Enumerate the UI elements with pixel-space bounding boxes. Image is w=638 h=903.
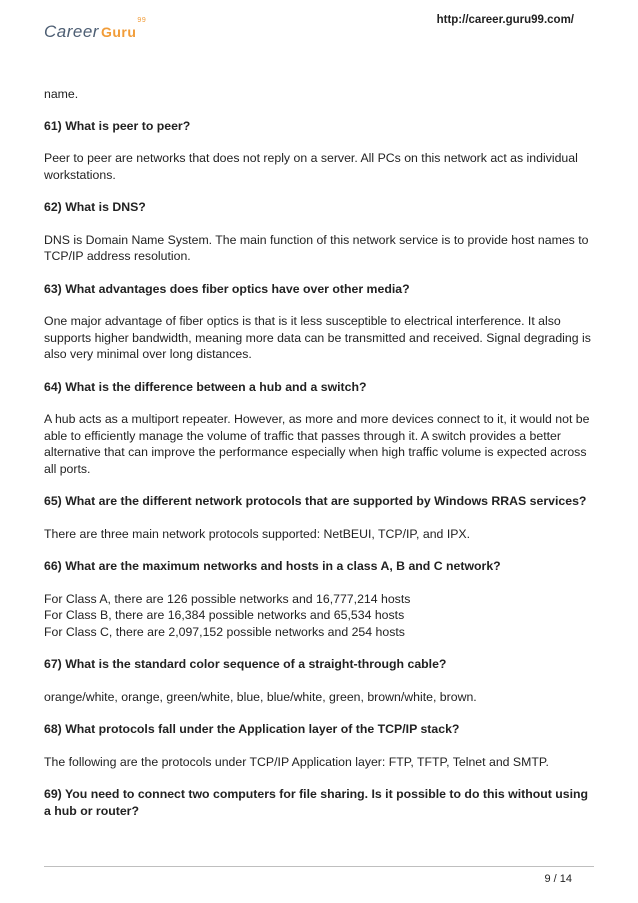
question-heading: 66) What are the maximum networks and hosts in a class A, B and C network? [44,559,501,573]
answer-text: Peer to peer are networks that does not reply on a server. All PCs on this network act as individual workstations. [44,151,578,182]
answer-text: orange/white, orange, green/white, blue, blue/white, green, brown/white, brown. [44,689,477,704]
qa-item [44,493,592,542]
question-heading: 68) What protocols fall under the Application layer of the TCP/IP stack? [44,722,460,736]
answer-line: For Class A, there are 126 possible networks and 16,777,214 hosts [44,591,411,606]
document-body [44,86,592,835]
question-heading: 62) What is DNS? [44,200,146,214]
answer-text: The following are the protocols under TCP/IP Application layer: FTP, TFTP, Telnet and SMTP. [44,754,549,769]
logo-career-text: Career [44,22,99,41]
qa-item [44,786,592,819]
footer-divider [44,866,594,867]
qa-item [44,558,592,640]
qa-item [44,118,592,184]
question-heading: 64) What is the difference between a hub and a switch? [44,379,367,394]
logo-guru-text: Guru [100,24,137,40]
question-heading: 61) What is peer to peer? [44,118,191,133]
qa-item [44,656,592,705]
answer-line: For Class C, there are 2,097,152 possible networks and 254 hosts [44,624,405,639]
qa-item [44,281,592,363]
question-heading: 67) What is the standard color sequence of a straight-through cable? [44,657,447,671]
answer-text: DNS is Domain Name System. The main function of this network service is to provide host names to TCP/IP address resolution. [44,232,589,263]
answer-text: One major advantage of fiber optics is that is it less susceptible to electrical interference. It also supports higher bandwidth, meaning more data can be transmitted and received. Signal degrading is also very minimal over long distances. [44,314,591,361]
question-heading: 63) What advantages does fiber optics have over other media? [44,281,410,296]
logo-superscript: 99 [137,17,147,25]
answer-text: There are three main network protocols supported: NetBEUI, TCP/IP, and IPX. [44,526,471,541]
question-heading: 69) You need to connect two computers for file sharing. Is it possible to do this without using a hub or router? [44,787,589,818]
answer-text: A hub acts as a multiport repeater. However, as more and more devices connect to it, it would not be able to efficiently manage the volume of traffic that passes through it. A switch provides a better alternative that can improve the performance especially when high traffic volume is expected across all ports. [44,412,590,476]
qa-item [44,721,592,770]
page-number: 9 / 14 [544,873,572,885]
qa-item [44,379,592,478]
page-header [0,0,638,70]
answer-line: For Class B, there are 16,384 possible networks and 65,534 hosts [44,608,405,622]
answer-lines [44,591,592,641]
continued-text: name. [44,87,79,101]
careerguru-logo[interactable] [44,17,147,42]
question-heading: 65) What are the different network protocols that are supported by Windows RRAS services? [44,494,587,508]
header-url-link[interactable]: http://career.guru99.com/ [436,14,574,26]
qa-item [44,199,592,265]
